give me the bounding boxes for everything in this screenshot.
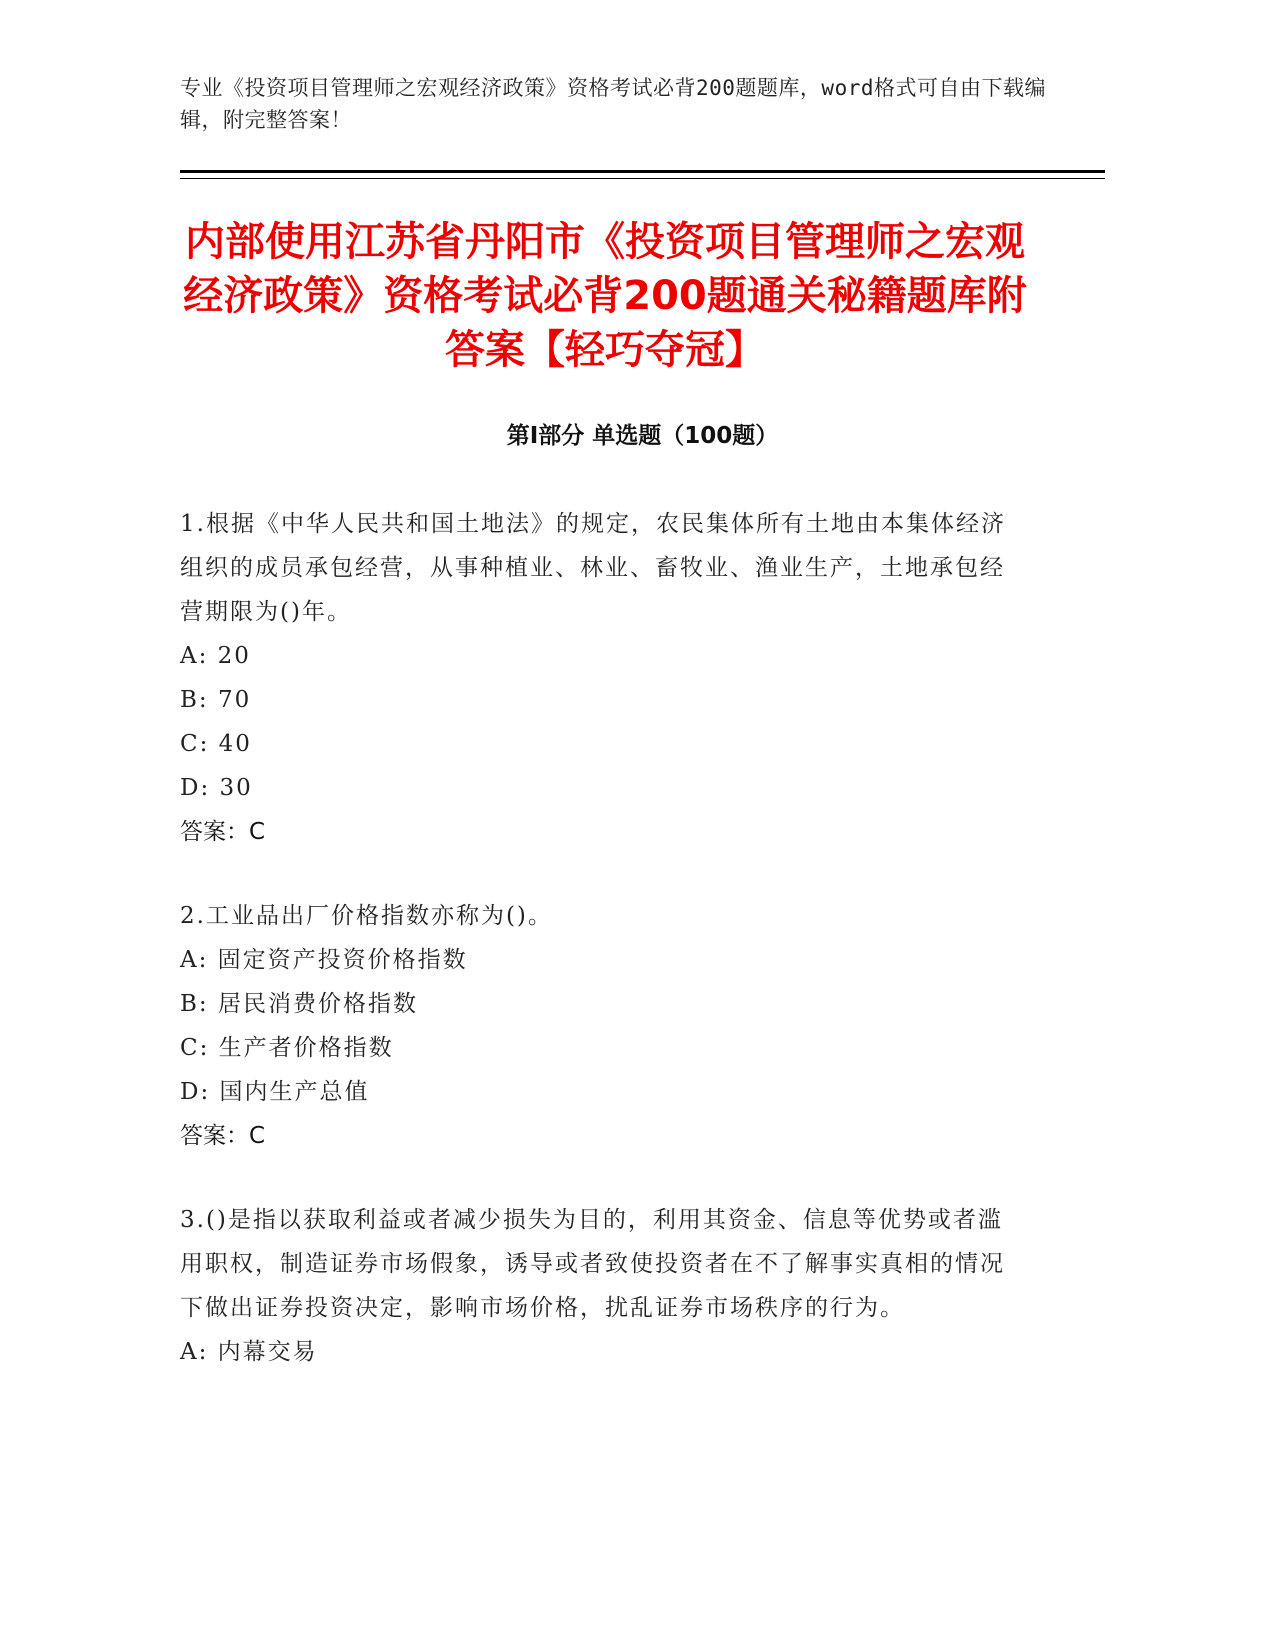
question-2 — [180, 894, 1020, 1158]
option-b: B: 居民消费价格指数 — [180, 991, 418, 1017]
header-note: 专业《投资项目管理师之宏观经济政策》资格考试必背200题题库，word格式可自由下载编辑，附完整答案！ — [180, 76, 1046, 132]
option-b: B: 70 — [180, 687, 252, 713]
question-stem: 2.工业品出厂价格指数亦称为()。 — [180, 903, 553, 929]
option-c: C: 40 — [180, 731, 252, 757]
option-c: C: 生产者价格指数 — [180, 1035, 394, 1061]
option-d: D: 国内生产总值 — [180, 1079, 370, 1105]
question-3 — [180, 1198, 1020, 1374]
section-heading: 第Ⅰ部分 单选题（100题） — [506, 423, 779, 449]
header-divider-thick — [180, 170, 1105, 173]
question-list — [180, 502, 1020, 1414]
document-title: 内部使用江苏省丹阳市《投资项目管理师之宏观经济政策》资格考试必背200题通关秘籍题库附答案【轻巧夺冠】 — [183, 219, 1027, 373]
answer: 答案：C — [180, 819, 266, 845]
answer: 答案：C — [180, 1123, 266, 1149]
option-d: D: 30 — [180, 775, 253, 801]
question-1 — [180, 502, 1020, 854]
question-stem: 3.()是指以获取利益或者减少损失为目的，利用其资金、信息等优势或者滥用职权，制造证券市场假象，诱导或者致使投资者在不了解事实真相的情况下做出证券投资决定，影响市场价格，扰乱证券市场秩序的行为。 — [180, 1207, 1005, 1321]
option-a: A: 固定资产投资价格指数 — [180, 947, 468, 973]
option-a: A: 内幕交易 — [180, 1339, 318, 1365]
header-divider-thin — [180, 178, 1105, 179]
question-stem: 1.根据《中华人民共和国土地法》的规定，农民集体所有土地由本集体经济组织的成员承包经营，从事种植业、林业、畜牧业、渔业生产，土地承包经营期限为()年。 — [180, 511, 1006, 625]
option-a: A: 20 — [180, 643, 251, 669]
